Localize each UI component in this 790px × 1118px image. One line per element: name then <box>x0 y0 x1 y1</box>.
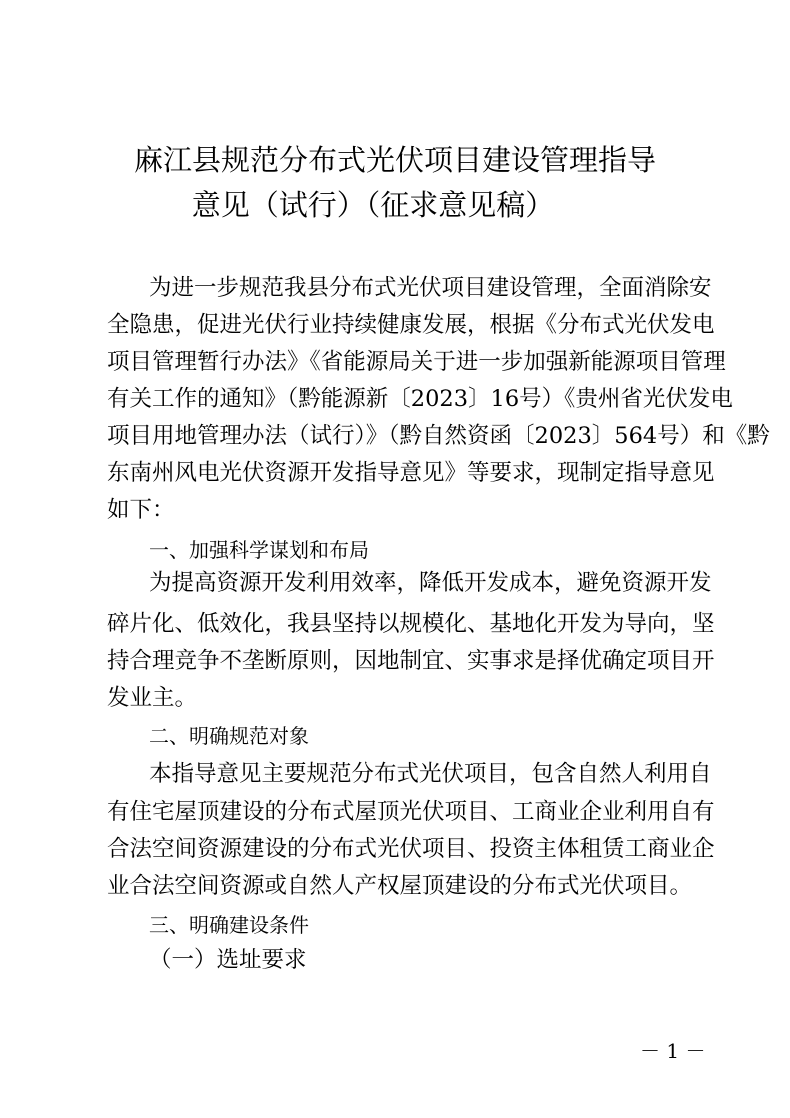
document-title-line-2: 意见（试行）（征求意见稿） <box>191 188 555 222</box>
intro-line: 如下： <box>107 497 175 523</box>
intro-line: 全隐患，促进光伏行业持续健康发展，根据《分布式光伏发电 <box>107 312 715 338</box>
section2-line: 业合法空间资源或自然人产权屋顶建设的分布式光伏项目。 <box>107 873 693 899</box>
intro-line: 项目管理暂行办法》《省能源局关于进一步加强新能源项目管理 <box>107 349 726 375</box>
intro-line: 为进一步规范我县分布式光伏项目建设管理，全面消除安 <box>149 275 712 301</box>
section2-line: 合法空间资源建设的分布式光伏项目、投资主体租赁工商业企 <box>107 836 715 862</box>
section2-line: 本指导意见主要规范分布式光伏项目，包含自然人利用自 <box>149 761 712 787</box>
section1-line: 碎片化、低效化，我县坚持以规模化、基地化开发为导向，坚 <box>107 611 715 637</box>
section1-line: 持合理竞争不垄断原则，因地制宜、实事求是择优确定项目开 <box>107 648 715 674</box>
section-heading-1: 一、加强科学谋划和布局 <box>149 538 369 562</box>
section2-line: 有住宅屋顶建设的分布式屋顶光伏项目、工商业企业利用自有 <box>107 799 715 825</box>
intro-line: 有关工作的通知》（黔能源新〔2023〕16号）《贵州省光伏发电 <box>107 386 733 412</box>
intro-line: 项目用地管理办法（试行）》（黔自然资函〔2023〕564号）和《黔 <box>107 423 770 449</box>
section-heading-2: 二、明确规范对象 <box>149 724 309 748</box>
section-heading-3: 三、明确建设条件 <box>149 913 309 937</box>
section1-line: 发业主。 <box>107 685 198 711</box>
subsection-heading: （一）选址要求 <box>149 947 307 973</box>
document-title-line-1: 麻江县规范分布式光伏项目建设管理指导 <box>133 143 656 177</box>
intro-line: 东南州风电光伏资源开发指导意见》等要求，现制定指导意见 <box>107 460 715 486</box>
section1-line: 为提高资源开发利用效率，降低开发成本，避免资源开发 <box>149 570 712 596</box>
page-number: － 1 － <box>640 1039 706 1063</box>
